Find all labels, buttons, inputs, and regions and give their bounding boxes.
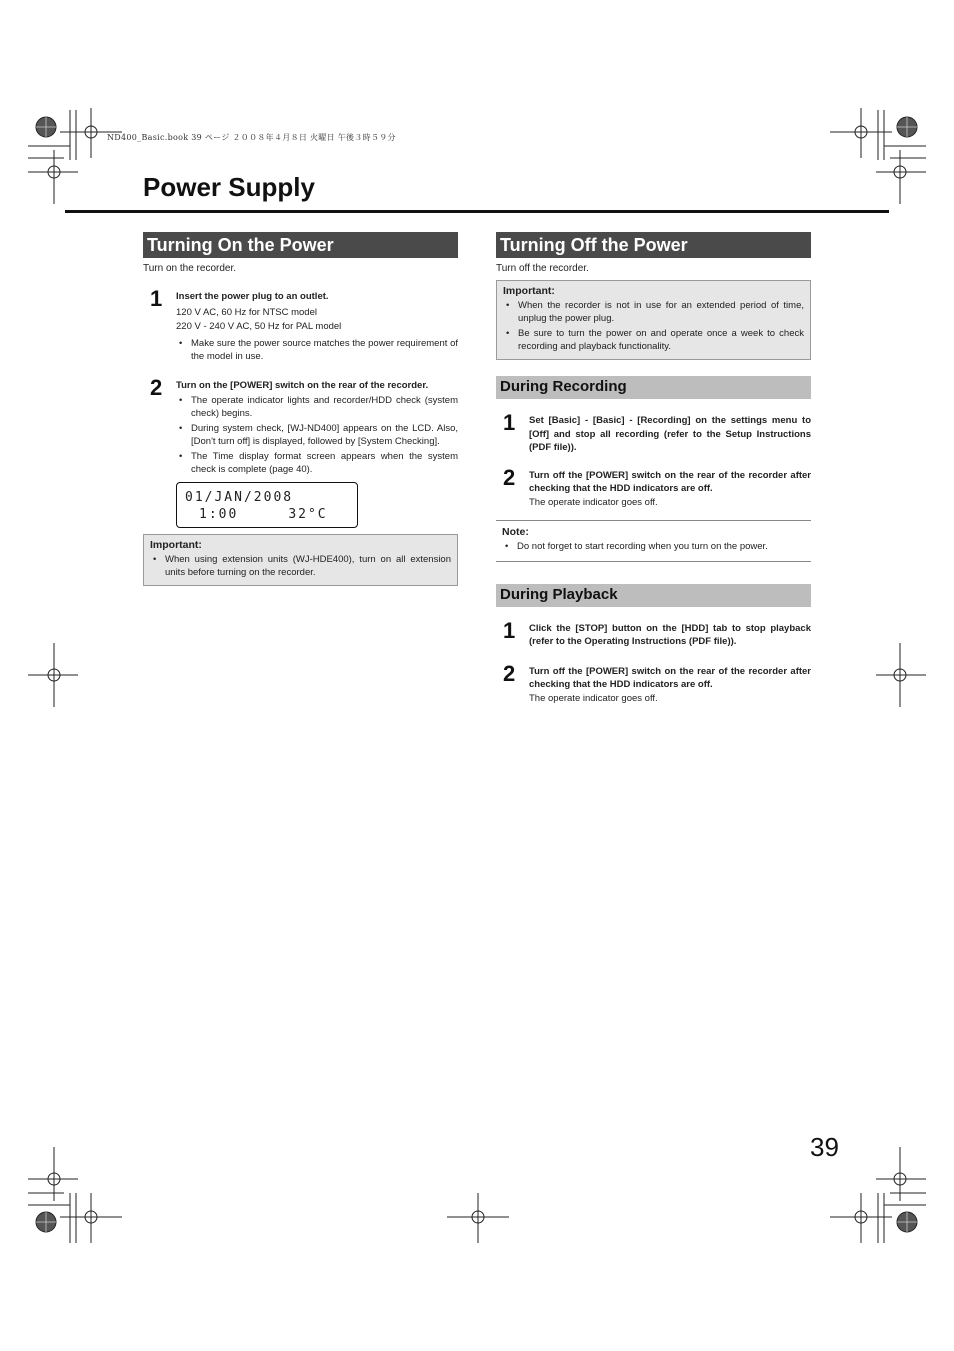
step-title: Click the [STOP] button on the [HDD] tab to stop playback (refer to the Operating Instructions (PDF file)). — [529, 622, 811, 647]
step-number: 1 — [503, 617, 516, 643]
lcd-display — [176, 482, 358, 528]
list-item: • During system check, [WJ-ND400] appears on the LCD. Also, [Don't turn off] is displayed, followed by [System Checking]. — [179, 423, 458, 447]
turning-off-column — [496, 232, 811, 706]
step-number: 1 — [503, 410, 516, 435]
section-title-turning-on: Turning On the Power — [143, 232, 458, 258]
step-number: 2 — [503, 464, 516, 490]
subsection-title-during-playback: During Playback — [496, 584, 811, 607]
lcd-date: 01/JAN/2008 — [185, 490, 294, 505]
section-title-turning-off: Turning Off the Power — [496, 232, 811, 258]
title-rule — [65, 210, 889, 213]
page-title: Power Supply — [143, 172, 315, 202]
important-box — [496, 280, 811, 360]
step-title: Insert the power plug to an outlet. — [176, 291, 329, 302]
step-number: 1 — [150, 286, 163, 311]
page-number: 39 — [810, 1132, 839, 1162]
playback-step-2 — [496, 660, 811, 706]
book-info-header: ND400_Basic.book 39 ページ ２００８年４月８日 火曜日 午後３時５９分 — [107, 133, 396, 142]
note-box — [496, 520, 811, 562]
step-2 — [143, 374, 458, 477]
important-title: Important: — [503, 285, 555, 297]
lcd-time-temp: 1:00 32°C — [199, 507, 328, 522]
step-number: 2 — [503, 660, 516, 686]
note-title: Note: — [502, 525, 529, 538]
playback-step-1 — [496, 617, 811, 649]
step-title: Turn on the [POWER] switch on the rear of the recorder. — [176, 379, 429, 391]
list-item: • Be sure to turn the power on and operate once a week to check recording and playback functionality. — [506, 328, 804, 352]
step-text: 120 V AC, 60 Hz for NTSC model — [176, 306, 317, 318]
intro-text: Turn on the recorder. — [143, 263, 237, 274]
important-box — [143, 534, 458, 586]
step-text: The operate indicator goes off. — [529, 496, 658, 508]
step-number: 2 — [150, 374, 163, 400]
list-item: • Make sure the power source matches the power requirement of the model in use. — [179, 337, 458, 362]
turning-on-column — [143, 232, 458, 586]
subsection-title-during-recording: During Recording — [496, 376, 811, 399]
step-text: 220 V - 240 V AC, 50 Hz for PAL model — [176, 320, 342, 332]
list-item: • When using extension units (WJ-HDE400), turn on all extension units before turning on the recorder. — [153, 554, 451, 578]
step-title: Turn off the [POWER] switch on the rear of the recorder after checking that the HDD indicators are off. — [529, 469, 811, 494]
important-title: Important: — [150, 539, 202, 551]
step-title: Set [Basic] - [Basic] - [Recording] on the settings menu to [Off] and stop all recording (refer to the Setup Instructions (PDF file)). — [529, 415, 811, 453]
list-item: • Do not forget to start recording when you turn on the power. — [505, 540, 768, 552]
list-item: • When the recorder is not in use for an extended period of time, unplug the power plug. — [506, 300, 804, 324]
list-item: • The operate indicator lights and recorder/HDD check (system check) begins. — [179, 395, 458, 419]
recording-step-1 — [496, 410, 811, 455]
recording-step-2 — [496, 464, 811, 510]
step-title: Turn off the [POWER] switch on the rear of the recorder after checking that the HDD indicators are off. — [529, 665, 811, 690]
step-text: The operate indicator goes off. — [529, 692, 658, 704]
intro-text: Turn off the recorder. — [496, 263, 589, 274]
step-1 — [143, 286, 458, 363]
list-item: • The Time display format screen appears when the system check is complete (page 40). — [179, 451, 458, 475]
